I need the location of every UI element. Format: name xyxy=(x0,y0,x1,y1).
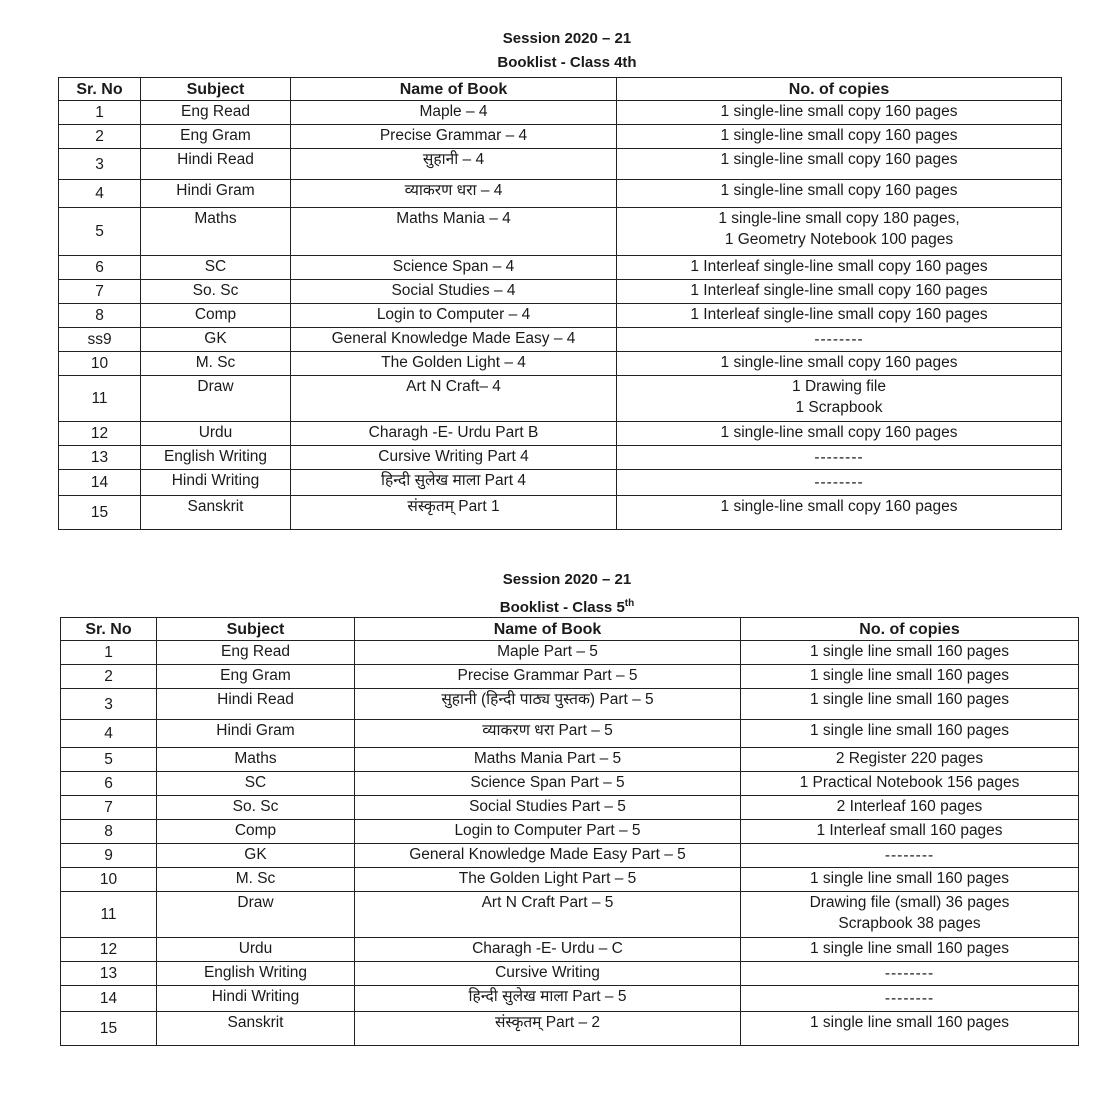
copies-line: -------- xyxy=(884,990,935,1007)
session-label: Session 2020 – 21 xyxy=(502,571,632,588)
copies-line: -------- xyxy=(884,847,935,864)
subject-cell: Sanskrit xyxy=(157,1012,355,1046)
subject-cell: SC xyxy=(157,772,355,796)
header-sr-no: Sr. No xyxy=(61,618,157,641)
table-row xyxy=(61,820,1079,844)
copies-line: 1 Interleaf small 160 pages xyxy=(816,822,1003,839)
sr-no-cell: 1 xyxy=(61,641,157,665)
copies-cell xyxy=(741,772,1079,796)
copies-cell xyxy=(741,1012,1079,1046)
table-header-row xyxy=(59,78,1062,101)
copies-line: Drawing file (small) 36 pages xyxy=(809,894,1010,911)
subject-cell: M. Sc xyxy=(141,352,291,376)
sr-no-cell: 7 xyxy=(61,796,157,820)
sr-no-cell: ss9 xyxy=(59,328,141,352)
sr-no-cell: 14 xyxy=(61,986,157,1012)
copies-cell xyxy=(741,641,1079,665)
sr-no-cell: 2 xyxy=(61,665,157,689)
copies-cell xyxy=(741,962,1079,986)
copies-line: 1 single-line small copy 160 pages xyxy=(720,354,958,371)
copies-cell xyxy=(617,470,1062,496)
book-name-cell: संस्कृतम् Part 1 xyxy=(291,496,617,530)
book-name-cell: Charagh -E- Urdu Part B xyxy=(291,422,617,446)
copies-cell xyxy=(617,149,1062,180)
sr-no-cell: 10 xyxy=(61,868,157,892)
sr-no-cell: 4 xyxy=(61,720,157,748)
book-name-cell: व्याकरण धरा – 4 xyxy=(291,180,617,208)
book-name-cell: Precise Grammar Part – 5 xyxy=(355,665,741,689)
book-name-cell: हिन्दी सुलेख माला Part 4 xyxy=(291,470,617,496)
table-row xyxy=(61,962,1079,986)
subject-cell: Maths xyxy=(157,748,355,772)
header-subject: Subject xyxy=(157,618,355,641)
copies-cell xyxy=(741,720,1079,748)
subject-cell: Urdu xyxy=(157,938,355,962)
book-name-cell: Science Span Part – 5 xyxy=(355,772,741,796)
book-name-cell: Art N Craft– 4 xyxy=(291,376,617,422)
table-row xyxy=(59,352,1062,376)
copies-line: 1 single line small 160 pages xyxy=(809,643,1010,660)
table-row xyxy=(61,665,1079,689)
book-name-cell: General Knowledge Made Easy Part – 5 xyxy=(355,844,741,868)
subject-cell: GK xyxy=(141,328,291,352)
header-subject: Subject xyxy=(141,78,291,101)
sr-no-cell: 3 xyxy=(59,149,141,180)
book-name-cell: General Knowledge Made Easy – 4 xyxy=(291,328,617,352)
table-row xyxy=(59,470,1062,496)
subject-cell: Draw xyxy=(141,376,291,422)
book-name-cell: संस्कृतम् Part – 2 xyxy=(355,1012,741,1046)
book-name-cell: Social Studies – 4 xyxy=(291,280,617,304)
copies-cell xyxy=(741,665,1079,689)
copies-line: Scrapbook 38 pages xyxy=(838,915,981,932)
sr-no-cell: 5 xyxy=(61,748,157,772)
table-row xyxy=(61,986,1079,1012)
copies-cell xyxy=(617,422,1062,446)
subject-cell: English Writing xyxy=(141,446,291,470)
copies-line: 1 single line small 160 pages xyxy=(809,667,1010,684)
table-row xyxy=(59,446,1062,470)
header-book-name: Name of Book xyxy=(355,618,741,641)
sr-no-cell: 10 xyxy=(59,352,141,376)
table-header-row xyxy=(61,618,1079,641)
booklist-table-class4 xyxy=(58,77,1062,530)
table-row xyxy=(61,689,1079,720)
copies-cell xyxy=(617,256,1062,280)
sr-no-cell: 6 xyxy=(61,772,157,796)
sr-no-cell: 13 xyxy=(59,446,141,470)
book-name-cell: सुहानी – 4 xyxy=(291,149,617,180)
copies-line: 1 single line small 160 pages xyxy=(809,691,1010,708)
book-name-cell: Precise Grammar – 4 xyxy=(291,125,617,149)
copies-line: -------- xyxy=(814,331,864,348)
subject-cell: GK xyxy=(157,844,355,868)
sr-no-cell: 12 xyxy=(61,938,157,962)
booklist-title-class4 xyxy=(0,54,1100,72)
subject-cell: Hindi Gram xyxy=(141,180,291,208)
copies-line: 1 single-line small copy 160 pages xyxy=(720,182,958,199)
book-name-cell: Maths Mania – 4 xyxy=(291,208,617,256)
table-row xyxy=(61,892,1079,938)
copies-line: 1 single-line small copy 160 pages xyxy=(720,424,958,441)
copies-cell xyxy=(617,208,1062,256)
copies-cell xyxy=(617,280,1062,304)
session-title-class4 xyxy=(0,30,1100,48)
subject-cell: Comp xyxy=(157,820,355,844)
book-name-cell: Login to Computer Part – 5 xyxy=(355,820,741,844)
book-name-cell: Login to Computer – 4 xyxy=(291,304,617,328)
subject-cell: Hindi Writing xyxy=(157,986,355,1012)
sr-no-cell: 4 xyxy=(59,180,141,208)
subject-cell: English Writing xyxy=(157,962,355,986)
copies-line: -------- xyxy=(884,965,935,982)
subject-cell: Eng Read xyxy=(157,641,355,665)
book-name-cell: Maple – 4 xyxy=(291,101,617,125)
sr-no-cell: 9 xyxy=(61,844,157,868)
header-sr-no: Sr. No xyxy=(59,78,141,101)
copies-line: 1 single line small 160 pages xyxy=(809,722,1010,739)
copies-line: 2 Register 220 pages xyxy=(835,750,984,767)
sr-no-cell: 5 xyxy=(59,208,141,256)
table-row xyxy=(59,422,1062,446)
header-copies: No. of copies xyxy=(741,618,1079,641)
copies-cell xyxy=(741,844,1079,868)
sr-no-cell: 3 xyxy=(61,689,157,720)
table-row xyxy=(59,208,1062,256)
sr-no-cell: 15 xyxy=(59,496,141,530)
book-name-cell: Art N Craft Part – 5 xyxy=(355,892,741,938)
table-row xyxy=(59,280,1062,304)
session-label: Session 2020 – 21 xyxy=(502,30,632,47)
table-row xyxy=(61,748,1079,772)
copies-cell xyxy=(741,986,1079,1012)
table-row xyxy=(61,868,1079,892)
copies-line: 1 Interleaf single-line small copy 160 pages xyxy=(690,306,988,323)
subject-cell: SC xyxy=(141,256,291,280)
book-name-cell: सुहानी (हिन्दी पाठ्य पुस्तक) Part – 5 xyxy=(355,689,741,720)
subject-cell: Sanskrit xyxy=(141,496,291,530)
book-name-cell: Maths Mania Part – 5 xyxy=(355,748,741,772)
book-name-cell: व्याकरण धरा Part – 5 xyxy=(355,720,741,748)
header-copies: No. of copies xyxy=(617,78,1062,101)
subject-cell: So. Sc xyxy=(157,796,355,820)
copies-line: 1 Scrapbook xyxy=(795,399,883,416)
table-row xyxy=(61,772,1079,796)
copies-line: 1 single-line small copy 180 pages, xyxy=(718,210,960,227)
copies-line: 1 single-line small copy 160 pages xyxy=(720,151,958,168)
sr-no-cell: 14 xyxy=(59,470,141,496)
subject-cell: Hindi Gram xyxy=(157,720,355,748)
copies-line: -------- xyxy=(814,474,864,491)
subject-cell: Eng Gram xyxy=(141,125,291,149)
book-name-cell: Science Span – 4 xyxy=(291,256,617,280)
table-row xyxy=(59,256,1062,280)
booklist-title-class5 xyxy=(0,595,1100,617)
sr-no-cell: 13 xyxy=(61,962,157,986)
sr-no-cell: 6 xyxy=(59,256,141,280)
table-row xyxy=(61,720,1079,748)
subject-cell: Urdu xyxy=(141,422,291,446)
subject-cell: So. Sc xyxy=(141,280,291,304)
copies-line: 1 single line small 160 pages xyxy=(809,940,1010,957)
copies-line: 1 single line small 160 pages xyxy=(809,1014,1010,1031)
copies-cell xyxy=(617,180,1062,208)
copies-line: 1 single line small 160 pages xyxy=(809,870,1010,887)
book-name-cell: Charagh -E- Urdu – C xyxy=(355,938,741,962)
book-name-cell: Cursive Writing Part 4 xyxy=(291,446,617,470)
session-title-class5 xyxy=(0,571,1100,589)
copies-line: 1 Drawing file xyxy=(792,378,886,395)
copies-cell xyxy=(741,892,1079,938)
sr-no-cell: 11 xyxy=(61,892,157,938)
copies-cell xyxy=(741,868,1079,892)
copies-line: -------- xyxy=(814,449,864,466)
table-row xyxy=(61,641,1079,665)
table-row xyxy=(59,304,1062,328)
copies-line: 1 single-line small copy 160 pages xyxy=(720,498,958,515)
subject-cell: Hindi Read xyxy=(141,149,291,180)
sr-no-cell: 7 xyxy=(59,280,141,304)
copies-cell xyxy=(617,376,1062,422)
copies-cell xyxy=(741,689,1079,720)
copies-cell xyxy=(617,304,1062,328)
copies-cell xyxy=(741,938,1079,962)
booklist-superscript: th xyxy=(624,598,635,609)
copies-cell xyxy=(617,446,1062,470)
book-name-cell: Social Studies Part – 5 xyxy=(355,796,741,820)
copies-cell xyxy=(617,352,1062,376)
book-name-cell: हिन्दी सुलेख माला Part – 5 xyxy=(355,986,741,1012)
sr-no-cell: 1 xyxy=(59,101,141,125)
header-book-name: Name of Book xyxy=(291,78,617,101)
sr-no-cell: 8 xyxy=(59,304,141,328)
table-row xyxy=(59,149,1062,180)
subject-cell: Hindi Writing xyxy=(141,470,291,496)
sr-no-cell: 8 xyxy=(61,820,157,844)
copies-cell xyxy=(741,820,1079,844)
table-row xyxy=(61,844,1079,868)
copies-line: 1 Practical Notebook 156 pages xyxy=(799,774,1020,791)
book-name-cell: Maple Part – 5 xyxy=(355,641,741,665)
booklist-table-class5 xyxy=(60,617,1079,1046)
table-row xyxy=(59,125,1062,149)
subject-cell: Draw xyxy=(157,892,355,938)
subject-cell: Comp xyxy=(141,304,291,328)
table-row xyxy=(59,101,1062,125)
table-row xyxy=(61,938,1079,962)
booklist-label: Booklist - Class 4th xyxy=(497,54,637,71)
copies-cell xyxy=(617,328,1062,352)
table-row xyxy=(59,180,1062,208)
table-row xyxy=(59,496,1062,530)
copies-line: 1 single-line small copy 160 pages xyxy=(720,127,958,144)
copies-line: 2 Interleaf 160 pages xyxy=(836,798,983,815)
book-name-cell: The Golden Light – 4 xyxy=(291,352,617,376)
subject-cell: Hindi Read xyxy=(157,689,355,720)
sr-no-cell: 15 xyxy=(61,1012,157,1046)
sr-no-cell: 2 xyxy=(59,125,141,149)
table-row xyxy=(61,1012,1079,1046)
subject-cell: Maths xyxy=(141,208,291,256)
copies-cell xyxy=(617,496,1062,530)
copies-cell xyxy=(617,101,1062,125)
book-name-cell: The Golden Light Part – 5 xyxy=(355,868,741,892)
copies-line: 1 Geometry Notebook 100 pages xyxy=(724,231,954,248)
subject-cell: Eng Read xyxy=(141,101,291,125)
booklist-label: Booklist - Class 5 xyxy=(499,599,625,616)
copies-cell xyxy=(617,125,1062,149)
copies-line: 1 Interleaf single-line small copy 160 pages xyxy=(690,282,988,299)
table-row xyxy=(59,328,1062,352)
copies-line: 1 single-line small copy 160 pages xyxy=(720,103,958,120)
table-row xyxy=(61,796,1079,820)
copies-cell xyxy=(741,748,1079,772)
copies-cell xyxy=(741,796,1079,820)
subject-cell: Eng Gram xyxy=(157,665,355,689)
copies-line: 1 Interleaf single-line small copy 160 pages xyxy=(690,258,988,275)
subject-cell: M. Sc xyxy=(157,868,355,892)
sr-no-cell: 11 xyxy=(59,376,141,422)
book-name-cell: Cursive Writing xyxy=(355,962,741,986)
sr-no-cell: 12 xyxy=(59,422,141,446)
table-row xyxy=(59,376,1062,422)
